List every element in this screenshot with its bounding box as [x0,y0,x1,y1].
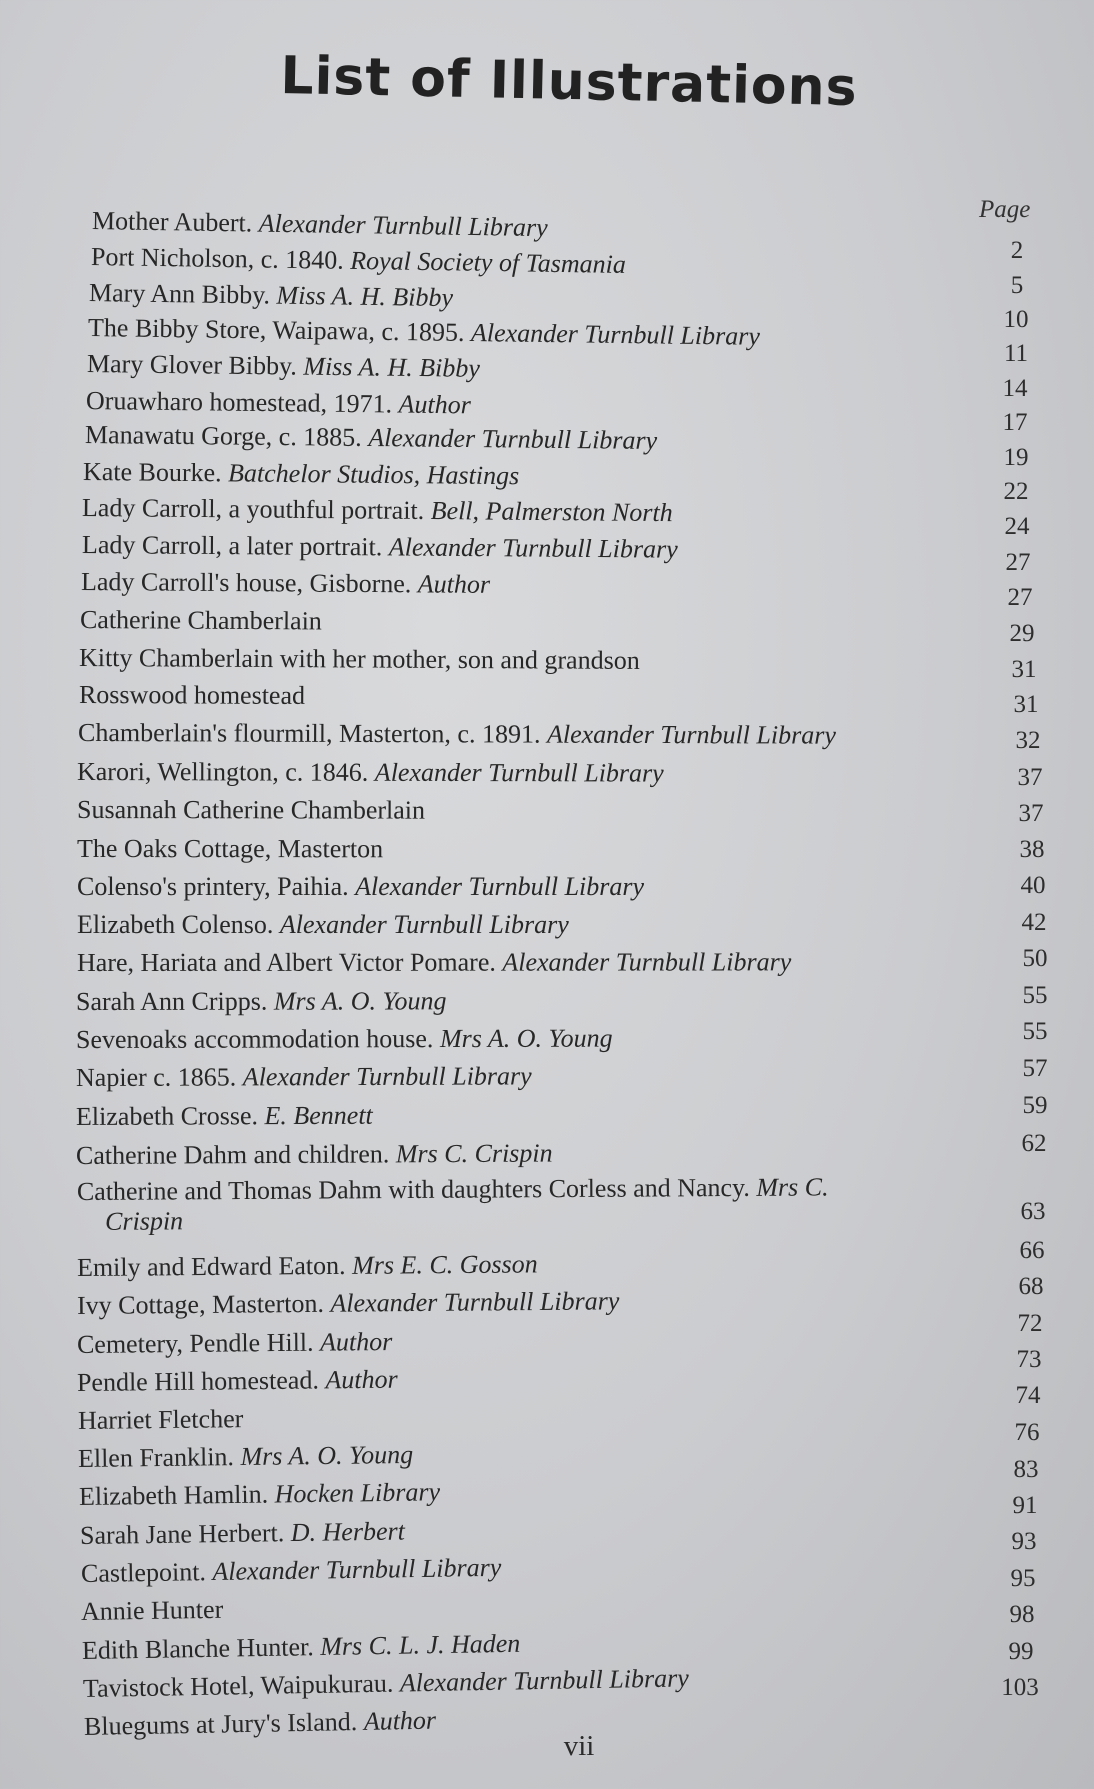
illustration-source: Alexander Turnbull Library [388,532,678,564]
page-number: 5 [1010,272,1024,299]
illustration-caption: Lady Carroll, a later portrait. [81,530,389,562]
illustration-source: Alexander Turnbull Library [502,947,792,977]
illustration-source: Alexander Turnbull Library [374,757,664,788]
illustration-source: Miss A. H. Bibby [276,280,454,313]
illustration-caption: Tavistock Hotel, Waipukurau. [82,1668,401,1703]
illustration-caption: Sarah Ann Cripps. [75,986,274,1016]
illustration-caption: Sarah Jane Herbert. [79,1518,291,1550]
illustration-caption: Annie Hunter [80,1594,224,1626]
illustration-caption: Pendle Hill homestead. [76,1365,326,1397]
illustration-entry [77,1249,538,1283]
illustration-source: Alexander Turnbull Library [368,422,658,455]
page-number: 98 [1009,1601,1035,1628]
page-number: 76 [1014,1419,1040,1446]
illustration-caption: Mother Aubert. [91,206,260,238]
illustration-source: Alexander Turnbull Library [279,910,569,939]
illustration-source: Alexander Turnbull Library [212,1552,502,1587]
illustration-source: Mrs A. O. Young [240,1439,414,1472]
illustration-entry [77,795,425,826]
illustration-source: Author [319,1326,393,1357]
illustration-caption: Karori, Wellington, c. 1846. [76,757,375,787]
illustration-source: Alexander Turnbull Library [546,719,836,750]
page-number: 73 [1016,1346,1042,1373]
illustration-source: D. Herbert [290,1516,406,1548]
illustration-caption: Manawatu Gorge, c. 1885. [84,420,369,452]
illustration-caption: Castlepoint. [80,1557,213,1588]
illustration-source: Bell, Palmerston North [430,496,673,528]
page-number: 93 [1011,1528,1037,1555]
illustration-entry [77,947,791,978]
illustration-entry [85,420,657,456]
illustration-caption: Kitty Chamberlain with her mother, son and grandson [78,643,640,675]
illustration-caption: Catherine Chamberlain [79,605,322,636]
illustration-caption: Emily and Edward Eaton. [76,1250,353,1282]
illustration-caption: Napier c. 1865. [75,1062,243,1092]
illustration-caption: Bluegums at Jury's Island. [83,1706,365,1741]
illustration-caption: Sevenoaks accommodation house. [75,1024,440,1054]
illustration-caption: Elizabeth Crosse. [75,1101,265,1131]
illustration-caption: Cemetery, Pendle Hill. [76,1327,321,1359]
page-number: 72 [1017,1310,1043,1337]
illustration-caption: Port Nicholson, c. 1840. [90,242,351,275]
illustration-source: Mrs C. L. J. Haden [319,1628,521,1662]
page-number: 29 [1009,620,1035,647]
page-number: 22 [1003,478,1029,505]
page-number: 50 [1022,945,1048,972]
illustration-source: Hocken Library [274,1477,441,1509]
illustration-source: Mrs C. [756,1172,829,1202]
illustration-caption: Catherine and Thomas Dahm with daughters Corless and Nancy. [76,1172,757,1206]
illustration-caption: Lady Carroll, a youthful portrait. [81,493,431,526]
illustration-caption: Susannah Catherine Chamberlain [76,795,426,825]
page-number: 57 [1022,1055,1048,1082]
illustration-caption: The Oaks Cottage, Masterton [76,834,384,864]
illustration-source: Author [325,1364,398,1395]
page-number: 59 [1022,1092,1048,1119]
illustration-entry [78,1440,413,1474]
illustration-caption: Oruawharo homestead, 1971. [85,386,399,419]
page-number: 2 [1010,237,1024,264]
illustration-caption: Hare, Hariata and Albert Victor Pomare. [76,947,503,977]
illustration-source: Alexander Turnbull Library [355,872,645,901]
illustration-caption: Mary Glover Bibby. [86,349,304,381]
page-number: 63 [1020,1198,1046,1225]
illustration-source: Miss A. H. Bibby [303,351,481,383]
illustration-entry [76,1061,532,1093]
illustration-source-continued: Crispin [104,1206,184,1236]
illustration-entry [88,313,760,352]
page-number: 95 [1010,1565,1036,1592]
illustration-entry [86,386,471,420]
illustration-caption: Rosswood homestead [78,680,306,710]
illustration-entry [76,986,447,1017]
page-title: List of Illustrations [279,45,859,119]
illustration-entry [77,1327,393,1360]
page-number: 42 [1021,909,1047,936]
illustration-caption: Elizabeth Hamlin. [78,1479,275,1511]
illustration-caption: Harriet Fletcher [77,1404,244,1435]
illustration-caption: Kate Bourke. [82,457,229,488]
page-number: 17 [1002,409,1028,436]
illustration-caption: Ellen Franklin. [77,1442,241,1473]
illustration-entry [91,242,626,280]
page-folio: vii [563,1730,595,1762]
page-number: 10 [1003,306,1029,333]
illustration-entry [76,1024,613,1055]
illustration-entry [76,1101,373,1132]
illustration-entry [77,1286,620,1321]
illustration-entry [77,834,383,864]
illustration-caption: Catherine Dahm and children. [75,1139,396,1170]
illustration-source: Alexander Turnbull Library [330,1286,620,1318]
illustration-source: Mrs A. O. Young [439,1023,613,1054]
illustration-source: Alexander Turnbull Library [242,1061,532,1092]
illustration-entry [77,910,569,940]
page-number: 91 [1012,1492,1038,1519]
illustration-entry [77,757,664,789]
page-number: 103 [1001,1674,1039,1701]
illustration-caption: Edith Blanche Hunter. [81,1632,321,1665]
illustration-entry [80,605,322,636]
illustration-source: Author [417,569,491,599]
page-number: 66 [1019,1237,1045,1264]
illustration-entry [79,680,305,711]
page-number: 27 [1005,549,1031,576]
illustration-entry [79,643,640,676]
illustration-source: Alexander Turnbull Library [470,318,761,351]
page-number: 38 [1019,836,1045,863]
page-number: 11 [1003,340,1029,367]
illustration-entry [80,1516,405,1551]
illustration-entry [81,1553,502,1589]
page-number: 74 [1015,1382,1041,1409]
illustration-entry [82,1629,521,1666]
illustration-source: Mrs A. O. Young [273,986,447,1016]
illustration-source: Mrs C. Crispin [395,1138,553,1169]
page-number: 55 [1022,982,1048,1009]
page-number: 83 [1013,1456,1039,1483]
illustration-source: E. Bennett [264,1100,373,1131]
illustration-entry [78,718,836,751]
page-number: 27 [1007,584,1033,611]
page-number: 24 [1004,513,1030,540]
illustration-entry [77,1365,398,1398]
page-column-header: Page [979,196,1031,223]
illustration-entry [89,278,453,313]
illustration-caption: Colenso's printery, Paihia. [77,872,356,901]
page-number: 37 [1017,764,1043,791]
illustration-entry [77,872,644,902]
page-number: 37 [1018,800,1044,827]
illustration-source: Alexander Turnbull Library [258,208,548,243]
illustration-entry [87,349,480,384]
illustration-entry [81,1595,224,1627]
illustration-entry [78,1404,244,1436]
illustration-source: Royal Society of Tasmania [350,245,627,279]
illustration-entry [79,1477,440,1512]
page-number: 31 [1011,656,1037,683]
illustration-caption: Mary Ann Bibby. [88,278,277,310]
illustration-caption: Chamberlain's flourmill, Masterton, c. 1891. [77,718,548,749]
page-number: 99 [1008,1638,1034,1665]
illustration-source: Batchelor Studios, Hastings [227,458,520,491]
page-number: 62 [1021,1130,1047,1157]
illustration-source: Alexander Turnbull Library [399,1663,689,1698]
illustration-entry [77,1172,829,1237]
illustration-caption: The Bibby Store, Waipawa, c. 1895. [87,313,472,348]
illustration-caption: Elizabeth Colenso. [77,910,280,939]
page-number: 68 [1018,1273,1044,1300]
illustration-source: Mrs E. C. Gosson [351,1249,538,1280]
illustration-entry [82,493,673,528]
illustration-caption: Lady Carroll's house, Gisborne. [80,567,418,599]
illustration-source: Author [398,389,472,420]
page-number: 19 [1003,444,1029,471]
page-number: 32 [1015,727,1041,754]
illustration-source: Author [363,1705,437,1736]
illustration-entry [83,457,519,491]
illustration-entry [92,206,548,243]
illustration-caption: Ivy Cottage, Masterton. [76,1288,331,1320]
page-number: 14 [1002,375,1028,402]
illustration-entry [82,530,678,565]
page-number: 31 [1013,691,1039,718]
illustration-entry [83,1663,689,1704]
illustration-entry [81,567,490,600]
illustration-entry [76,1139,553,1171]
page-number: 40 [1020,872,1046,899]
page-number: 55 [1022,1018,1048,1045]
